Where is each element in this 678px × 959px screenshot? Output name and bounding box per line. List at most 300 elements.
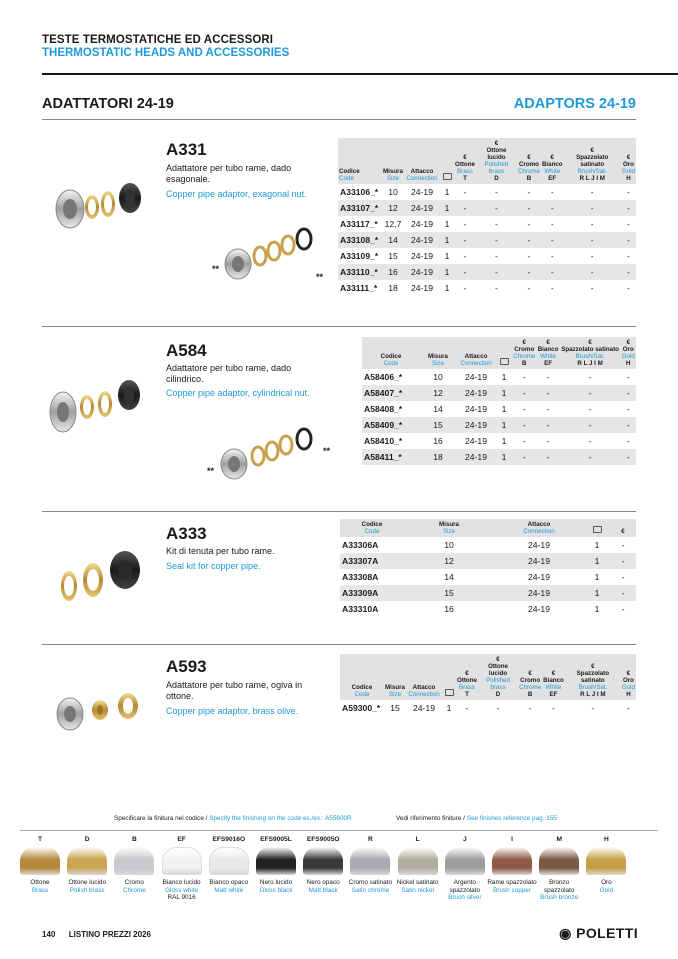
cell-conn: 24-19 bbox=[465, 372, 487, 382]
finish-item bbox=[581, 836, 631, 894]
finish-label bbox=[157, 879, 207, 902]
cell-conn: 24-19 bbox=[528, 604, 550, 614]
a331-stars-right: ** bbox=[316, 272, 324, 282]
cell-price: - bbox=[550, 187, 554, 197]
cell-price: - bbox=[463, 219, 467, 229]
col-attacco: Attacco Connection bbox=[494, 519, 584, 537]
cell-price: - bbox=[496, 703, 500, 713]
divider-3 bbox=[42, 644, 636, 645]
finish-label-en: Gold bbox=[599, 886, 614, 894]
cell-price: - bbox=[494, 283, 498, 293]
col-misura: Misura Size bbox=[382, 138, 404, 184]
a331-stars-left: ** bbox=[212, 264, 220, 274]
cell-conn: 24-19 bbox=[494, 585, 584, 601]
cell-size: 16 bbox=[382, 264, 404, 280]
cell-price: - bbox=[550, 283, 554, 293]
cell-qty: 1 bbox=[440, 232, 454, 248]
finish-label-en: Gloss white bbox=[165, 886, 199, 894]
finish-note-left: Specificare la finitura nel codice / Specify the finishing on the code es./ex.: A55600R bbox=[114, 815, 352, 822]
finish-note-right: Vedi riferimento finiture / See finishes reference pag. 155 bbox=[396, 815, 557, 822]
finish-label bbox=[345, 879, 395, 894]
header-title-it: TESTE TERMOSTATICHE ED ACCESSORI bbox=[42, 34, 274, 46]
a333-table bbox=[340, 519, 636, 617]
a331-table bbox=[338, 138, 636, 296]
section-rule bbox=[42, 119, 636, 120]
a333-desc-en: Seal kit for copper pipe. bbox=[166, 561, 261, 571]
cell-price: - bbox=[627, 219, 630, 229]
finish-label-en: Polish brass bbox=[69, 886, 105, 894]
cell-price: - bbox=[627, 703, 630, 713]
box-icon bbox=[443, 173, 452, 180]
a331-desc-en: Copper pipe adaptor, exagonal nut. bbox=[166, 189, 307, 199]
cell-price: - bbox=[541, 200, 564, 216]
col-attacco: Attacco Connection bbox=[406, 654, 442, 700]
cell-qty: 1 bbox=[594, 572, 600, 582]
cell-code: A33107_* bbox=[338, 200, 382, 216]
col-fin-2: € Cromo Chrome B bbox=[517, 138, 541, 184]
finish-item bbox=[345, 836, 395, 894]
finish-swatch bbox=[445, 847, 485, 875]
finish-code: EFS9016O bbox=[212, 836, 246, 843]
finish-swatch bbox=[303, 847, 343, 875]
finish-label bbox=[204, 879, 254, 894]
cell-conn: 24-19 bbox=[465, 436, 487, 446]
cell-price: - bbox=[541, 232, 564, 248]
cell-price: - bbox=[621, 200, 636, 216]
a333-product-image bbox=[55, 548, 145, 610]
cell-price: - bbox=[517, 232, 541, 248]
finish-label bbox=[581, 879, 631, 894]
cell-price: - bbox=[494, 219, 498, 229]
cell-price: - bbox=[564, 200, 621, 216]
col-fin-3: € Bianco White EF bbox=[542, 654, 565, 700]
cell-price: - bbox=[590, 187, 594, 197]
finish-label bbox=[109, 879, 159, 894]
finish-item bbox=[298, 836, 348, 894]
table-row bbox=[362, 417, 636, 433]
finish-label-it: Nero opaco bbox=[306, 879, 340, 886]
col-fin-4: € Spazzolato satinato Brush/Sat. R L J I M bbox=[564, 138, 621, 184]
table-row bbox=[340, 700, 636, 716]
cell-price: - bbox=[560, 385, 621, 401]
finish-label-en: Matt black bbox=[308, 886, 338, 894]
cell-price: - bbox=[621, 449, 636, 465]
cell-price: - bbox=[476, 200, 517, 216]
a333-desc-it: Kit di tenuta per tubo rame. bbox=[166, 546, 275, 556]
table-row bbox=[338, 248, 636, 264]
header-title-en: THERMOSTATIC HEADS AND ACCESSORIES bbox=[42, 47, 290, 59]
finish-swatch bbox=[398, 847, 438, 875]
finish-label-it: Ottone bbox=[30, 879, 50, 886]
cell-price: - bbox=[527, 219, 531, 229]
finish-label-en: Chrome bbox=[123, 886, 146, 894]
a333-code: A333 bbox=[166, 524, 207, 543]
a331-product-image bbox=[50, 176, 155, 236]
cell-code: A33109_* bbox=[340, 251, 379, 261]
cell-code: A33111_* bbox=[340, 283, 378, 293]
finish-label bbox=[440, 879, 490, 902]
finish-label-it: Cromo satinato bbox=[348, 879, 393, 886]
cell-code: A33110_* bbox=[338, 264, 382, 280]
finish-code: EF bbox=[177, 836, 186, 843]
finish-code: D bbox=[84, 836, 90, 843]
cell-qty: 1 bbox=[584, 585, 610, 601]
finish-code: L bbox=[415, 836, 420, 843]
col-misura: Misura Size bbox=[420, 337, 456, 369]
finish-label-en: Satin nickel bbox=[401, 886, 434, 894]
finish-swatch bbox=[67, 847, 107, 875]
cell-code: A59300_* bbox=[342, 703, 381, 713]
finish-swatch bbox=[20, 847, 60, 875]
cell-price: - bbox=[590, 219, 594, 229]
cell-price: - bbox=[550, 219, 554, 229]
cell-conn: 24-19 bbox=[528, 540, 550, 550]
cell-price: - bbox=[512, 385, 537, 401]
finish-label-it: Bianco lucido bbox=[162, 879, 201, 886]
cell-conn: 24-19 bbox=[411, 283, 433, 293]
cell-size: 12,7 bbox=[384, 219, 402, 229]
box-icon bbox=[500, 358, 509, 365]
finish-item bbox=[534, 836, 584, 902]
cell-qty: 1 bbox=[444, 219, 450, 229]
footer bbox=[42, 930, 151, 939]
finish-item bbox=[109, 836, 159, 894]
brand-name: POLETTI bbox=[576, 925, 638, 941]
cell-qty: 1 bbox=[440, 200, 454, 216]
cell-conn: 24-19 bbox=[404, 200, 440, 216]
finish-swatch bbox=[539, 847, 579, 875]
section-title-it: ADATTATORI 24-19 bbox=[42, 96, 174, 112]
a331-code: A331 bbox=[166, 140, 207, 159]
cell-size: 18 bbox=[420, 449, 456, 465]
box-icon bbox=[593, 526, 602, 533]
cell-code: A33309A bbox=[340, 585, 404, 601]
col-misura: Misura Size bbox=[384, 654, 406, 700]
cell-code: A33117_* bbox=[340, 219, 378, 229]
col-fin-4: € Spazzolato satinato Brush/Sat. R L J I M bbox=[565, 654, 621, 700]
finish-swatch bbox=[114, 847, 154, 875]
cell-price: - bbox=[537, 449, 560, 465]
cell-size: 12 bbox=[404, 553, 494, 569]
cell-size: 12 bbox=[420, 385, 456, 401]
cell-price: - bbox=[627, 187, 630, 197]
cell-price: - bbox=[527, 187, 531, 197]
cell-price: - bbox=[626, 372, 630, 382]
cell-code: A58406_* bbox=[364, 372, 403, 382]
a584-stars-left: ** bbox=[207, 466, 215, 476]
cell-price: - bbox=[454, 232, 476, 248]
finish-swatch bbox=[256, 847, 296, 875]
cell-price: - bbox=[546, 436, 550, 446]
cell-qty: 1 bbox=[584, 553, 610, 569]
cell-price: - bbox=[588, 372, 592, 382]
cell-size: 14 bbox=[382, 232, 404, 248]
cell-qty: 1 bbox=[440, 264, 454, 280]
finish-label bbox=[15, 879, 65, 894]
cell-size: 15 bbox=[390, 703, 400, 713]
cell-conn: 24-19 bbox=[456, 417, 496, 433]
a331-exploded-image bbox=[222, 226, 322, 282]
finish-swatch bbox=[492, 847, 532, 875]
finish-label-it: Nero lucido bbox=[259, 879, 293, 886]
finish-label-it: Argento spazzolato bbox=[449, 879, 481, 894]
cell-price: - bbox=[590, 251, 594, 261]
box-icon bbox=[445, 689, 454, 696]
finish-swatch bbox=[162, 847, 202, 875]
cell-size: 10 bbox=[444, 540, 454, 550]
cell-price: - bbox=[621, 540, 625, 550]
cell-price: - bbox=[522, 436, 526, 446]
cell-price: - bbox=[494, 187, 498, 197]
finish-label-en: Brush copper bbox=[492, 886, 531, 894]
cell-price: - bbox=[627, 251, 630, 261]
cell-price: - bbox=[454, 264, 476, 280]
finish-item bbox=[15, 836, 65, 894]
finish-code: J bbox=[462, 836, 467, 843]
cell-conn: 24-19 bbox=[413, 703, 435, 713]
cell-code: A33307A bbox=[340, 553, 404, 569]
cell-price: - bbox=[522, 404, 526, 414]
finish-item bbox=[157, 836, 207, 902]
table-row bbox=[338, 232, 636, 248]
col-fin-0: € Cromo Chrome B bbox=[513, 339, 536, 367]
cell-qty: 1 bbox=[501, 404, 507, 414]
cell-code: A58411_* bbox=[362, 449, 420, 465]
finish-label-en: Brass bbox=[31, 886, 49, 894]
table-row bbox=[362, 401, 636, 417]
col-box bbox=[584, 519, 610, 537]
cell-conn: 24-19 bbox=[411, 251, 433, 261]
brand-logo bbox=[559, 925, 638, 942]
a331-desc-it: Adattatore per tubo rame, dado esagonale. bbox=[166, 163, 292, 184]
cell-conn: 24-19 bbox=[456, 385, 496, 401]
finish-code: I bbox=[511, 836, 513, 843]
cell-price: - bbox=[621, 604, 625, 614]
cell-code: A58407_* bbox=[362, 385, 420, 401]
cell-code: A33106_* bbox=[340, 187, 379, 197]
a584-product-image bbox=[45, 375, 155, 437]
cell-price: - bbox=[537, 417, 560, 433]
cell-size: 14 bbox=[433, 404, 443, 414]
cell-conn: 24-19 bbox=[404, 232, 440, 248]
cell-price: - bbox=[517, 200, 541, 216]
cell-price: - bbox=[476, 264, 517, 280]
cell-size: 16 bbox=[433, 436, 443, 446]
cell-price: - bbox=[512, 449, 537, 465]
cell-conn: 24-19 bbox=[465, 404, 487, 414]
finish-label bbox=[393, 879, 443, 894]
header-rule bbox=[42, 73, 678, 75]
table-row bbox=[362, 385, 636, 401]
table-row bbox=[338, 216, 636, 232]
cell-price: - bbox=[463, 251, 467, 261]
cell-price: - bbox=[546, 404, 550, 414]
cell-code: A58409_* bbox=[362, 417, 420, 433]
cell-price: - bbox=[626, 436, 630, 446]
a593-code: A593 bbox=[166, 657, 207, 676]
a331-rows bbox=[338, 184, 636, 296]
finish-swatch bbox=[350, 847, 390, 875]
col-fin-0: € Ottone Brass T bbox=[456, 654, 478, 700]
table-row bbox=[340, 537, 636, 553]
cell-code: A58410_* bbox=[364, 436, 403, 446]
cell-price: - bbox=[564, 264, 621, 280]
cell-price: - bbox=[454, 200, 476, 216]
finish-code: H bbox=[604, 836, 609, 843]
cell-qty: 1 bbox=[496, 449, 512, 465]
cell-conn: 24-19 bbox=[411, 187, 433, 197]
a584-table bbox=[362, 337, 636, 465]
a584-exploded-image bbox=[218, 426, 322, 482]
finish-label bbox=[534, 879, 584, 902]
cell-price: - bbox=[550, 251, 554, 261]
finish-label-it: Oro bbox=[601, 879, 612, 886]
table-row bbox=[340, 553, 636, 569]
cell-price: - bbox=[512, 417, 537, 433]
cell-price: - bbox=[564, 232, 621, 248]
cell-price: - bbox=[463, 187, 467, 197]
col-misura: Misura Size bbox=[404, 519, 494, 537]
finish-rule bbox=[20, 830, 658, 831]
a584-stars-right: ** bbox=[323, 446, 331, 456]
cell-price: - bbox=[591, 703, 595, 713]
finish-code: EFS9005L bbox=[260, 836, 292, 843]
divider-2 bbox=[42, 511, 636, 512]
cell-price: - bbox=[537, 385, 560, 401]
col-attacco: Attacco Connection bbox=[456, 337, 496, 369]
col-fin-1: € Bianco White EF bbox=[537, 339, 559, 367]
finish-label-it: Bianco opaco bbox=[209, 879, 249, 886]
col-box bbox=[442, 654, 456, 700]
cell-price: - bbox=[621, 572, 625, 582]
finish-item bbox=[251, 836, 301, 894]
cell-price: - bbox=[588, 436, 592, 446]
table-row bbox=[340, 585, 636, 601]
col-fin-5: € Oro Gold H bbox=[621, 138, 636, 184]
finish-code: R bbox=[368, 836, 373, 843]
finish-label-it: Cromo bbox=[124, 879, 144, 886]
cell-size: 10 bbox=[388, 187, 398, 197]
table-row bbox=[338, 184, 636, 200]
finish-item bbox=[440, 836, 490, 902]
a593-table bbox=[340, 654, 636, 716]
col-price: € bbox=[610, 519, 636, 537]
cell-price: - bbox=[528, 703, 532, 713]
col-box bbox=[496, 337, 512, 369]
cell-size: 16 bbox=[444, 604, 454, 614]
a593-product-image bbox=[52, 686, 147, 736]
page-number: 140 bbox=[42, 930, 56, 939]
cell-price: - bbox=[590, 283, 594, 293]
cell-price: - bbox=[621, 385, 636, 401]
finish-label-it: Bronzo spazzolato bbox=[543, 879, 575, 894]
cell-conn: 24-19 bbox=[456, 449, 496, 465]
cell-qty: 1 bbox=[501, 436, 507, 446]
cell-price: - bbox=[527, 283, 531, 293]
table-row bbox=[362, 433, 636, 449]
finish-code: T bbox=[37, 836, 43, 843]
cell-price: - bbox=[541, 264, 564, 280]
cell-qty: 1 bbox=[496, 417, 512, 433]
finish-swatch bbox=[586, 847, 626, 875]
col-fin-3: € Oro Gold H bbox=[621, 339, 635, 367]
cell-conn: 24-19 bbox=[494, 553, 584, 569]
col-codice: Codice Code bbox=[340, 519, 404, 537]
finish-item bbox=[393, 836, 443, 894]
cell-price: - bbox=[522, 372, 526, 382]
table-row bbox=[338, 200, 636, 216]
cell-qty: 1 bbox=[496, 385, 512, 401]
cell-price: - bbox=[517, 264, 541, 280]
cell-size: 15 bbox=[404, 585, 494, 601]
cell-conn: 24-19 bbox=[411, 219, 433, 229]
cell-price: - bbox=[621, 264, 636, 280]
cell-size: 15 bbox=[388, 251, 398, 261]
cell-price: - bbox=[527, 251, 531, 261]
logo-mark-icon: ◉ bbox=[559, 925, 572, 941]
finish-label-en: Brush silver bbox=[448, 894, 482, 901]
finish-item bbox=[487, 836, 537, 894]
cell-qty: 1 bbox=[594, 540, 600, 550]
a584-rows bbox=[362, 369, 636, 465]
a333-rows bbox=[340, 537, 636, 617]
col-fin-1: € Ottone lucido Polished brass D bbox=[478, 654, 518, 700]
col-codice: Codice Code bbox=[362, 337, 420, 369]
col-fin-3: € Bianco White EF bbox=[541, 138, 564, 184]
a584-desc-en: Copper pipe adaptor, cylindrical nut. bbox=[166, 388, 310, 398]
cell-price: - bbox=[546, 372, 550, 382]
a593-desc-en: Copper pipe adaptor, brass olive. bbox=[166, 706, 299, 716]
finish-label-en: Satin chrome bbox=[351, 886, 390, 894]
finish-label bbox=[251, 879, 301, 894]
col-fin-2: € Spazzolato satinato Brush/Sat. R L J I M bbox=[561, 339, 619, 367]
cell-code: A33310A bbox=[342, 604, 379, 614]
cell-size: 14 bbox=[444, 572, 454, 582]
cell-conn: 24-19 bbox=[528, 572, 550, 582]
a593-desc-it: Adattatore per tubo rame, ogiva in ottone. bbox=[166, 680, 303, 701]
table-row bbox=[340, 601, 636, 617]
a584-code: A584 bbox=[166, 341, 207, 360]
col-fin-0: € Ottone Brass T bbox=[454, 138, 476, 184]
cell-qty: 1 bbox=[444, 251, 450, 261]
price-list-label: LISTINO PREZZI 2026 bbox=[68, 930, 151, 939]
finish-label-it: Rame spazzolato bbox=[487, 879, 537, 886]
cell-code: A58408_* bbox=[364, 404, 403, 414]
cell-qty: 1 bbox=[444, 283, 450, 293]
col-fin-2: € Cromo Chrome B bbox=[518, 654, 542, 700]
finish-code: M bbox=[556, 836, 562, 843]
col-codice: Codice Code bbox=[338, 138, 382, 184]
cell-size: 10 bbox=[433, 372, 443, 382]
table-row bbox=[338, 264, 636, 280]
col-fin-5: € Oro Gold H bbox=[621, 654, 636, 700]
cell-code: A33306A bbox=[342, 540, 379, 550]
finish-label-extra: RAL 9016 bbox=[167, 894, 196, 901]
cell-code: A33308A bbox=[342, 572, 379, 582]
col-box bbox=[440, 138, 454, 184]
cell-price: - bbox=[621, 417, 636, 433]
cell-price: - bbox=[626, 404, 630, 414]
col-codice: Codice Code bbox=[340, 654, 384, 700]
section-title-en: ADAPTORS 24-19 bbox=[513, 96, 636, 112]
divider-1 bbox=[42, 326, 636, 327]
cell-code: A33108_* bbox=[338, 232, 382, 248]
finish-label bbox=[62, 879, 112, 894]
cell-size: 18 bbox=[388, 283, 398, 293]
finish-label-it: Nickel satinato bbox=[396, 879, 439, 886]
cell-price: - bbox=[588, 404, 592, 414]
col-fin-1: € Ottone lucido Polished brass D bbox=[476, 138, 517, 184]
